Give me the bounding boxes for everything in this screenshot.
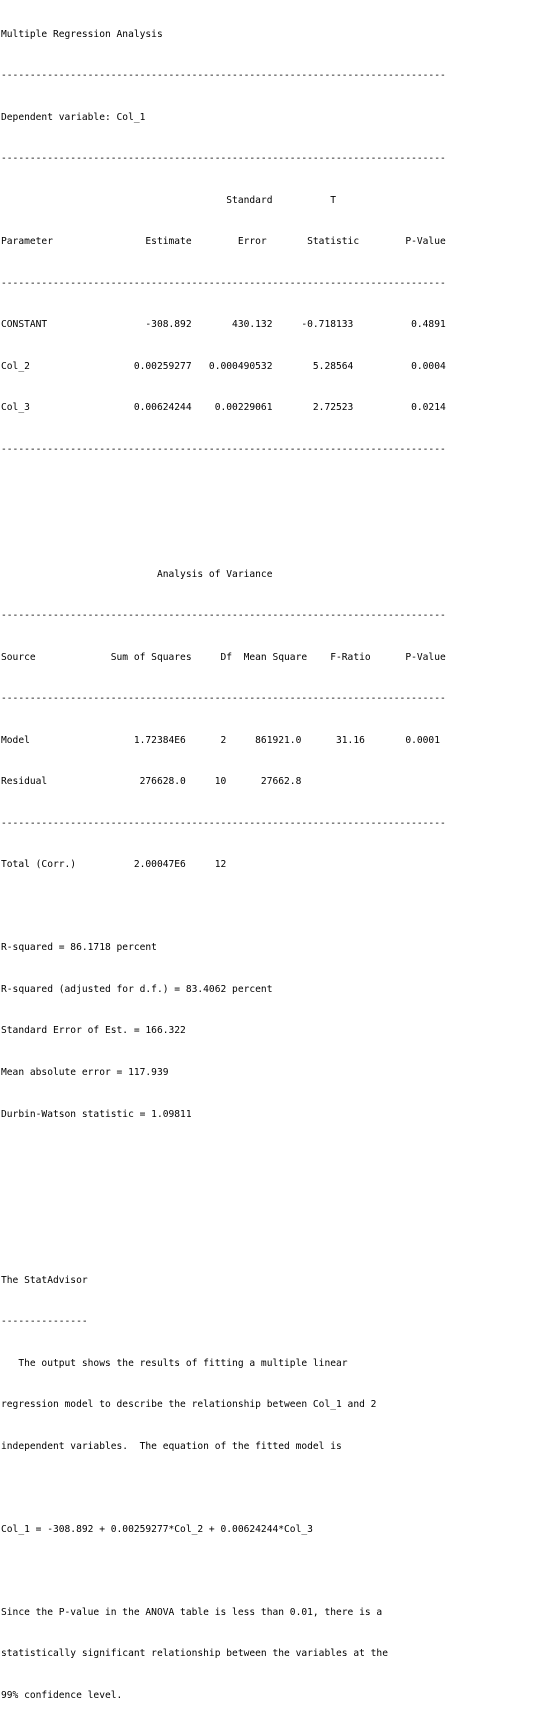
statistic-line: Standard Error of Est. = 166.322 <box>1 1025 186 1037</box>
statistic-line: Durbin-Watson statistic = 1.09811 <box>1 1108 192 1120</box>
statistic-line: R-squared = 86.1718 percent <box>1 942 157 954</box>
blank-line <box>1 526 539 540</box>
separator-line: ----------------------------------------------------------------------------- <box>1 693 446 705</box>
separator-line: ----------------------------------------------------------------------------- <box>1 153 446 165</box>
table-header-line: Source Sum of Squares Df Mean Square F-Ratio P-Value <box>1 651 446 663</box>
separator-line: ----------------------------------------------------------------------------- <box>1 610 446 622</box>
blank-line <box>1 1481 539 1495</box>
advisor-text-line: statistically significant relationship between the variables at the <box>1 1648 388 1660</box>
separator-line: --------------- <box>1 1316 88 1328</box>
output-line: Dependent variable: Col_1 <box>1 111 146 123</box>
table-header-line: Parameter Estimate Error Statistic P-Value <box>1 236 446 248</box>
blank-line <box>1 1232 539 1246</box>
table-header-line: Standard T <box>1 194 337 206</box>
separator-line: ----------------------------------------------------------------------------- <box>1 277 446 289</box>
output-line: Multiple Regression Analysis <box>1 28 163 40</box>
table-row: Residual 276628.0 10 27662.8 <box>1 776 302 788</box>
table-row: CONSTANT -308.892 430.132 -0.718133 0.4891 <box>1 319 446 331</box>
advisor-text-line: The output shows the results of fitting a multiple linear <box>1 1357 348 1369</box>
blank-line <box>1 1149 539 1163</box>
blank-line <box>1 1564 539 1578</box>
advisor-text-line: independent variables. The equation of the fitted model is <box>1 1440 342 1452</box>
separator-line: ----------------------------------------------------------------------------- <box>1 444 446 455</box>
section-title: Analysis of Variance <box>1 568 273 580</box>
table-row: Total (Corr.) 2.00047E6 12 <box>1 859 227 871</box>
advisor-text-line: 99% confidence level. <box>1 1689 123 1701</box>
advisor-text-line: regression model to describe the relationship between Col_1 and 2 <box>1 1399 377 1411</box>
blank-line <box>1 1191 539 1205</box>
statistic-line: R-squared (adjusted for d.f.) = 83.4062 percent <box>1 983 273 995</box>
section-title: The StatAdvisor <box>1 1274 88 1286</box>
separator-line: ----------------------------------------------------------------------------- <box>1 817 446 829</box>
table-row: Col_2 0.00259277 0.000490532 5.28564 0.0004 <box>1 360 446 372</box>
statistic-line: Mean absolute error = 117.939 <box>1 1066 169 1078</box>
blank-line <box>1 900 539 914</box>
equation-line: Col_1 = -308.892 + 0.00259277*Col_2 + 0.00624244*Col_3 <box>1 1523 313 1535</box>
advisor-text-line: Since the P-value in the ANOVA table is less than 0.01, there is a <box>1 1606 383 1618</box>
table-row: Model 1.72384E6 2 861921.0 31.16 0.0001 <box>1 734 440 746</box>
table-row: Col_3 0.00624244 0.00229061 2.72523 0.0214 <box>1 402 446 414</box>
blank-line <box>1 485 539 499</box>
separator-line: ----------------------------------------------------------------------------- <box>1 70 446 82</box>
